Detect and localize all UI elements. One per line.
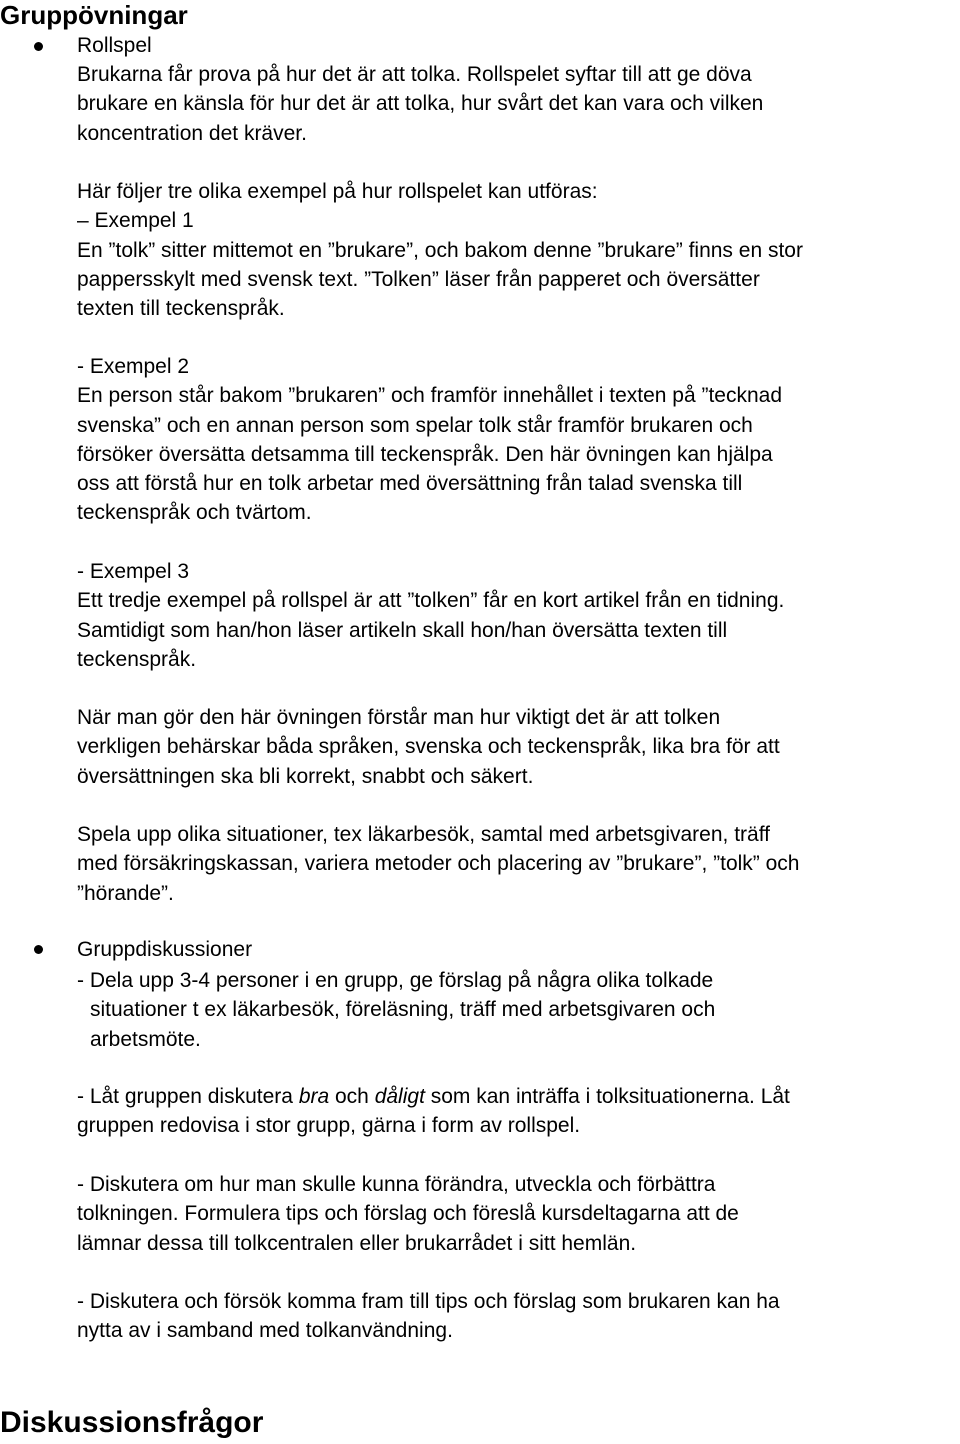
text-line: Spela upp olika situationer, tex läkarbesök, samtal med arbetsgivaren, träff xyxy=(77,823,770,846)
rollspel-example-3 xyxy=(77,557,957,674)
text-line: - Diskutera om hur man skulle kunna förändra, utveckla och förbättra xyxy=(77,1173,716,1196)
text-segment: - Låt gruppen diskutera xyxy=(77,1085,299,1108)
bullet-icon xyxy=(34,42,43,51)
text-line: situationer t ex läkarbesök, föreläsning, träff med arbetsgivaren och xyxy=(90,998,716,1022)
text-line: tolkningen. Formulera tips och förslag och föreslå kursdeltagarna att de xyxy=(77,1202,739,1226)
text-line: försöker översätta detsamma till teckenspråk. Den här övningen kan hjälpa xyxy=(77,442,773,466)
text-line: En person står bakom ”brukaren” och framför innehållet i texten på ”tecknad xyxy=(77,384,783,408)
text-line: koncentration det kräver. xyxy=(77,121,307,145)
text-line: Ett tredje exempel på rollspel är att ”tolken” får en kort artikel från en tidning. xyxy=(77,589,785,613)
text-line: – Exempel 1 xyxy=(77,209,194,233)
text-line xyxy=(77,1082,957,1111)
emphasis-daligt: dåligt xyxy=(374,1085,425,1108)
rollspel-examples xyxy=(77,177,957,323)
bullet-icon xyxy=(34,945,43,954)
text-line: verkligen behärskar båda språken, svenska och teckenspråk, lika bra för att xyxy=(77,735,780,759)
text-line: nytta av i samband med tolkanvändning. xyxy=(77,1319,453,1343)
text-line: - Dela upp 3-4 personer i en grupp, ge förslag på några olika tolkade xyxy=(77,969,714,992)
text-line: Här följer tre olika exempel på hur rollspelet kan utföras: xyxy=(77,180,598,203)
discussion-item-3 xyxy=(77,1170,957,1258)
text-line: teckenspråk och tvärtom. xyxy=(77,501,312,525)
text-line: ”hörande”. xyxy=(77,881,174,905)
text-line: - Diskutera och försök komma fram till tips och förslag som brukaren kan ha xyxy=(77,1290,780,1313)
discussion-item-4 xyxy=(77,1287,957,1346)
text-line: - Exempel 2 xyxy=(77,355,190,378)
text-line: gruppen redovisa i stor grupp, gärna i form av rollspel. xyxy=(77,1114,581,1138)
text-line: oss att förstå hur en tolk arbetar med översättning från talad svenska till xyxy=(77,472,743,496)
text-line: - Exempel 3 xyxy=(77,560,190,583)
discussion-item-2 xyxy=(77,1082,957,1141)
text-line: arbetsmöte. xyxy=(90,1027,201,1051)
text-line: Samtidigt som han/hon läser artikeln skall hon/han översätta texten till xyxy=(77,618,728,642)
rollspel-intro xyxy=(77,60,957,148)
text-line: svenska” och en annan person som spelar tolk står framför brukaren och xyxy=(77,413,753,437)
text-line: teckenspråk. xyxy=(77,647,197,671)
text-segment: och xyxy=(329,1085,375,1108)
text-segment: som kan inträffa i tolksituationerna. Låt xyxy=(424,1085,790,1108)
text-line: Brukarna får prova på hur det är att tolka. Rollspelet syftar till att ge döva xyxy=(77,63,752,86)
section-heading: Diskussionsfrågor xyxy=(0,1406,264,1439)
text-line: lämnar dessa till tolkcentralen eller brukarrådet i sitt hemlän. xyxy=(77,1231,637,1255)
text-line: När man gör den här övningen förstår man hur viktigt det är att tolken xyxy=(77,706,721,729)
rollspel-situations xyxy=(77,820,957,908)
emphasis-bra: bra xyxy=(298,1085,330,1108)
gruppdiskussioner-title: Gruppdiskussioner xyxy=(77,938,253,961)
page-heading: Gruppövningar xyxy=(0,0,188,30)
text-line: pappersskylt med svensk text. ”Tolken” läser från papperet och översätter xyxy=(77,267,760,291)
rollspel-title: Rollspel xyxy=(77,34,152,57)
rollspel-example-2 xyxy=(77,352,957,528)
text-line: texten till teckenspråk. xyxy=(77,297,285,321)
text-line: översättningen ska bli korrekt, snabbt och säkert. xyxy=(77,764,534,788)
text-line: med försäkringskassan, variera metoder och placering av ”brukare”, ”tolk” och xyxy=(77,852,800,876)
text-line: En ”tolk” sitter mittemot en ”brukare”, och bakom denne ”brukare” finns en stor xyxy=(77,238,803,262)
discussion-item-1 xyxy=(77,966,957,1054)
text-line: brukare en känsla för hur det är att tolka, hur svårt det kan vara och vilken xyxy=(77,92,764,116)
rollspel-conclusion xyxy=(77,703,957,791)
